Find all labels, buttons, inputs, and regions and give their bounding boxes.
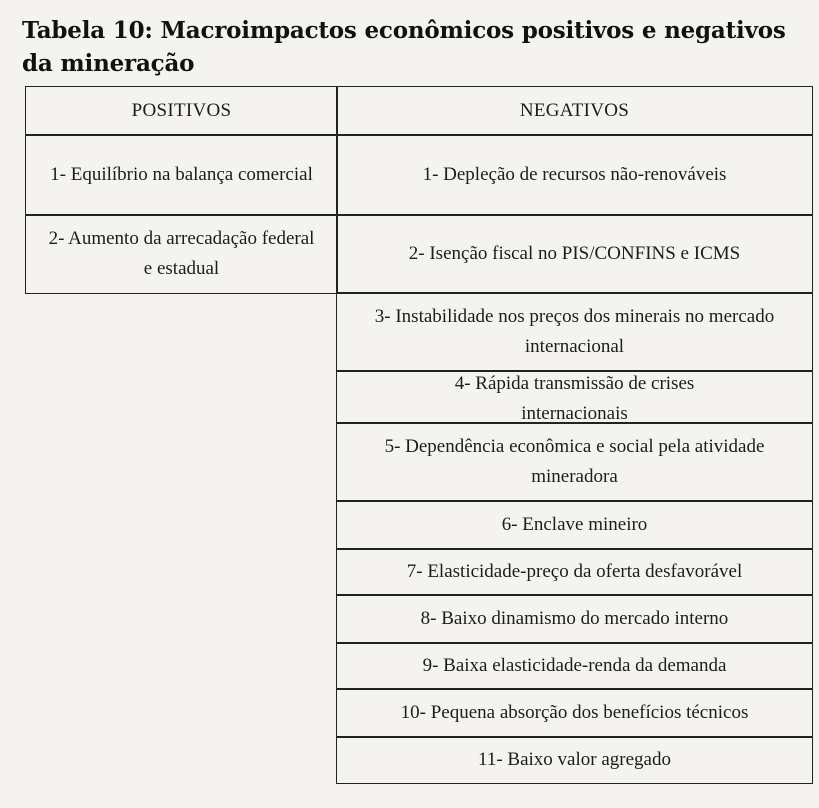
positivo-item-1: 1- Equilíbrio na balança comercial bbox=[25, 134, 338, 216]
negativo-item-6: 6- Enclave mineiro bbox=[336, 500, 813, 550]
negativo-item-7: 7- Elasticidade-preço da oferta desfavorável bbox=[336, 548, 813, 596]
negativo-item-5: 5- Dependência econômica e social pela atividade mineradora bbox=[336, 422, 813, 502]
positivo-item-2: 2- Aumento da arrecadação federal e estadual bbox=[25, 214, 338, 294]
table-title: Tabela 10: Macroimpactos econômicos positivos e negativos da mineração bbox=[22, 17, 786, 77]
header-positivos: POSITIVOS bbox=[25, 86, 338, 136]
negativo-item-11: 11- Baixo valor agregado bbox=[336, 736, 813, 784]
negativo-item-10: 10- Pequena absorção dos benefícios técnicos bbox=[336, 688, 813, 738]
negativo-item-1: 1- Depleção de recursos não-renováveis bbox=[336, 134, 813, 216]
negativo-item-4 bbox=[336, 370, 813, 424]
negativo-item-8: 8- Baixo dinamismo do mercado interno bbox=[336, 594, 813, 644]
negativo-item-9: 9- Baixa elasticidade-renda da demanda bbox=[336, 642, 813, 690]
header-negativos: NEGATIVOS bbox=[336, 86, 813, 136]
negativo-item-2: 2- Isenção fiscal no PIS/CONFINS e ICMS bbox=[336, 214, 813, 294]
negativo-item-4-text: 4- Rápida transmissão de crises internacionais bbox=[454, 373, 695, 424]
negativo-item-3: 3- Instabilidade nos preços dos minerais no mercado internacional bbox=[336, 292, 813, 372]
